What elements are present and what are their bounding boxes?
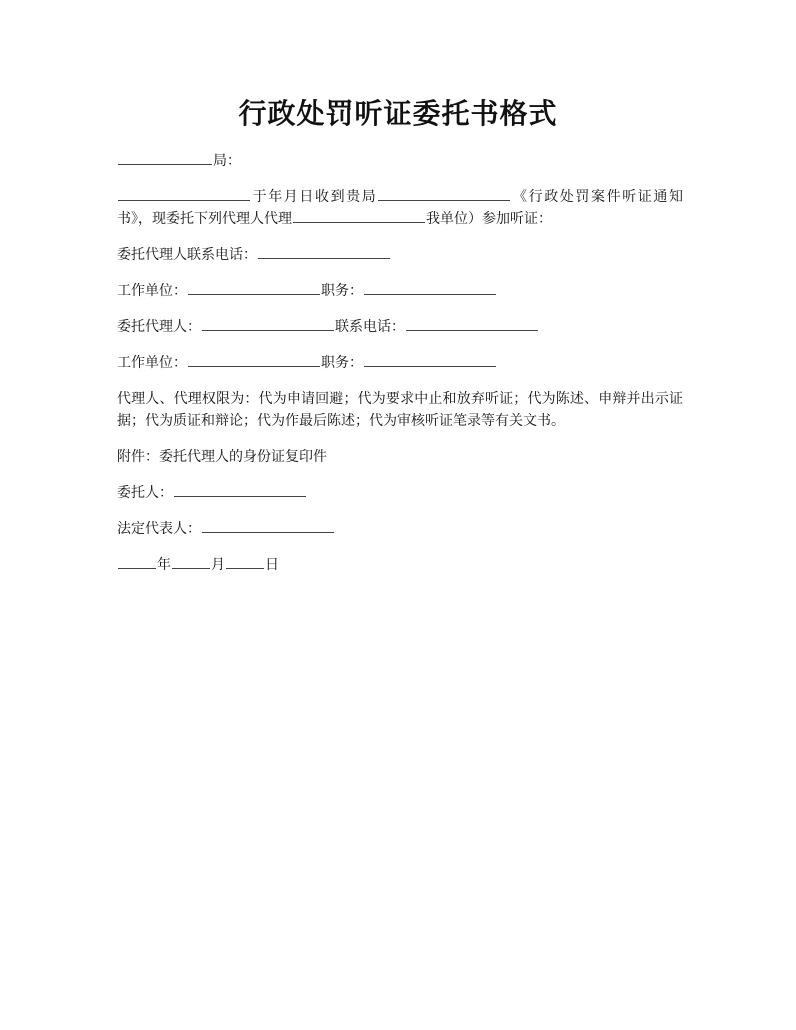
recipient-blank [118, 186, 250, 201]
agent2-phone-label: 联系电话： [335, 319, 405, 335]
agent2-work-label: 工作单位： [117, 355, 187, 371]
agent2-phone-blank [406, 316, 538, 331]
addressee-suffix: 局： [213, 153, 241, 169]
agent1-position-label: 职务： [321, 283, 363, 299]
bureau-name-blank [378, 186, 510, 201]
notice-part1: 于年月日收到贵局 [251, 189, 378, 205]
year-label: 年 [157, 557, 171, 573]
legal-rep-blank [202, 518, 334, 533]
principal-line [117, 482, 683, 504]
notice-part2: 《行政处罚案件听证通知书》，现委托下列代理人代理 [117, 189, 684, 227]
agent2-position-label: 职务： [321, 355, 363, 371]
agent1-work-line [117, 280, 683, 302]
attachment-line: 附件：委托代理人的身份证复印件 [117, 449, 327, 465]
day-blank [226, 554, 264, 569]
agent1-position-blank [364, 280, 496, 295]
unit-name-blank [293, 208, 425, 223]
legal-rep-label: 法定代表人： [117, 521, 201, 537]
bureau-blank [118, 150, 212, 165]
principal-blank [174, 482, 306, 497]
month-blank [172, 554, 210, 569]
principal-label: 委托人： [117, 485, 173, 501]
agent2-position-blank [364, 352, 496, 367]
day-label: 日 [265, 557, 279, 573]
agent1-work-label: 工作单位： [117, 283, 187, 299]
notice-paragraph [117, 186, 683, 230]
agent1-phone-label: 委托代理人联系电话： [117, 247, 257, 263]
agent2-work-line [117, 352, 683, 374]
document-body [117, 150, 683, 590]
agent1-phone-blank [258, 244, 390, 259]
agent1-work-blank [188, 280, 320, 295]
agent2-work-blank [188, 352, 320, 367]
notice-part3: 我单位）参加听证： [426, 211, 552, 227]
addressee-line [117, 150, 683, 172]
document-title: 行政处罚听证委托书格式 [238, 97, 558, 130]
date-line [117, 554, 683, 576]
agent1-phone-line [117, 244, 683, 266]
year-blank [118, 554, 156, 569]
legal-rep-line [117, 518, 683, 540]
authority-paragraph: 代理人、代理权限为：代为申请回避；代为要求中止和放弃听证；代为陈述、申辩并出示证据；代为质证和辩论；代为作最后陈述；代为审核听证笔录等有关文书。 [117, 391, 683, 429]
agent2-line [117, 316, 683, 338]
month-label: 月 [211, 557, 225, 573]
agent2-label: 委托代理人： [117, 319, 201, 335]
agent2-name-blank [202, 316, 334, 331]
